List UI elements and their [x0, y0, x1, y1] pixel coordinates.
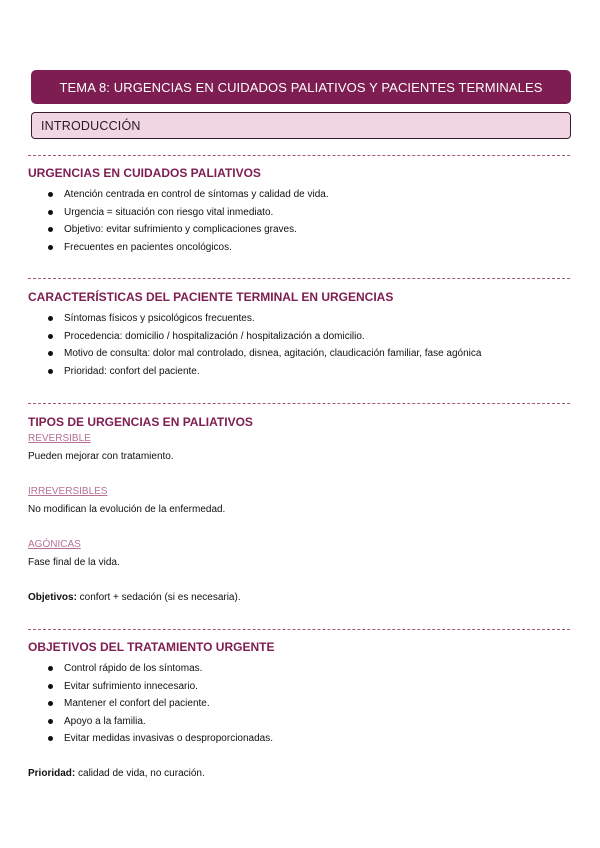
section-tipos [28, 414, 573, 605]
list-item: Procedencia: domicilio / hospitalización / hospitalización a domicilio. [28, 328, 573, 346]
objectives-note [28, 591, 573, 605]
section-divider [28, 629, 570, 630]
list-item: Objetivo: evitar sufrimiento y complicaciones graves. [28, 221, 573, 239]
type-label: IRREVERSIBLES [28, 486, 108, 497]
list-item: Apoyo a la familia. [28, 713, 573, 731]
note-text: confort + sedación (si es necesaria). [76, 592, 241, 603]
section-heading: OBJETIVOS DEL TRATAMIENTO URGENTE [28, 640, 275, 654]
type-text: Fase final de la vida. [28, 557, 120, 568]
note-label: Objetivos: [28, 592, 77, 603]
note-label: Prioridad: [28, 767, 76, 779]
list-item: Síntomas físicos y psicológicos frecuentes. [28, 310, 573, 328]
note-text: calidad de vida, no curación. [75, 767, 205, 779]
section-divider [28, 278, 570, 279]
type-label: REVERSIBLE [28, 433, 91, 444]
type-text: Pueden mejorar con tratamiento. [28, 451, 174, 462]
intro-heading: INTRODUCCIÓN [31, 112, 571, 139]
bullet-list [28, 660, 573, 748]
section-divider [28, 403, 570, 404]
priority-note [28, 767, 573, 781]
section-heading: TIPOS DE URGENCIAS EN PALIATIVOS [28, 415, 253, 429]
list-item: Control rápido de los síntomas. [28, 660, 573, 678]
list-item: Evitar medidas invasivas o desproporcionadas. [28, 730, 573, 748]
list-item: Mantener el confort del paciente. [28, 695, 573, 713]
list-item: Motivo de consulta: dolor mal controlado, disnea, agitación, claudicación familiar, fase agónica [28, 345, 573, 363]
page-title: TEMA 8: URGENCIAS EN CUIDADOS PALIATIVOS Y PACIENTES TERMINALES [31, 70, 571, 104]
type-text: No modifican la evolución de la enfermedad. [28, 504, 226, 515]
section-urgencias [28, 165, 573, 256]
list-item: Prioridad: confort del paciente. [28, 363, 573, 381]
list-item: Urgencia = situación con riesgo vital inmediato. [28, 204, 573, 222]
list-item: Atención centrada en control de síntomas y calidad de vida. [28, 186, 573, 204]
list-item: Evitar sufrimiento innecesario. [28, 678, 573, 696]
section-divider [28, 155, 570, 156]
bullet-list [28, 186, 573, 256]
section-heading: CARACTERÍSTICAS DEL PACIENTE TERMINAL EN URGENCIAS [28, 290, 394, 304]
section-objetivos [28, 639, 573, 781]
section-caracteristicas [28, 289, 573, 380]
section-heading: URGENCIAS EN CUIDADOS PALIATIVOS [28, 166, 261, 180]
bullet-list [28, 310, 573, 380]
list-item: Frecuentes en pacientes oncológicos. [28, 239, 573, 257]
type-label: AGÓNICAS [28, 539, 81, 550]
